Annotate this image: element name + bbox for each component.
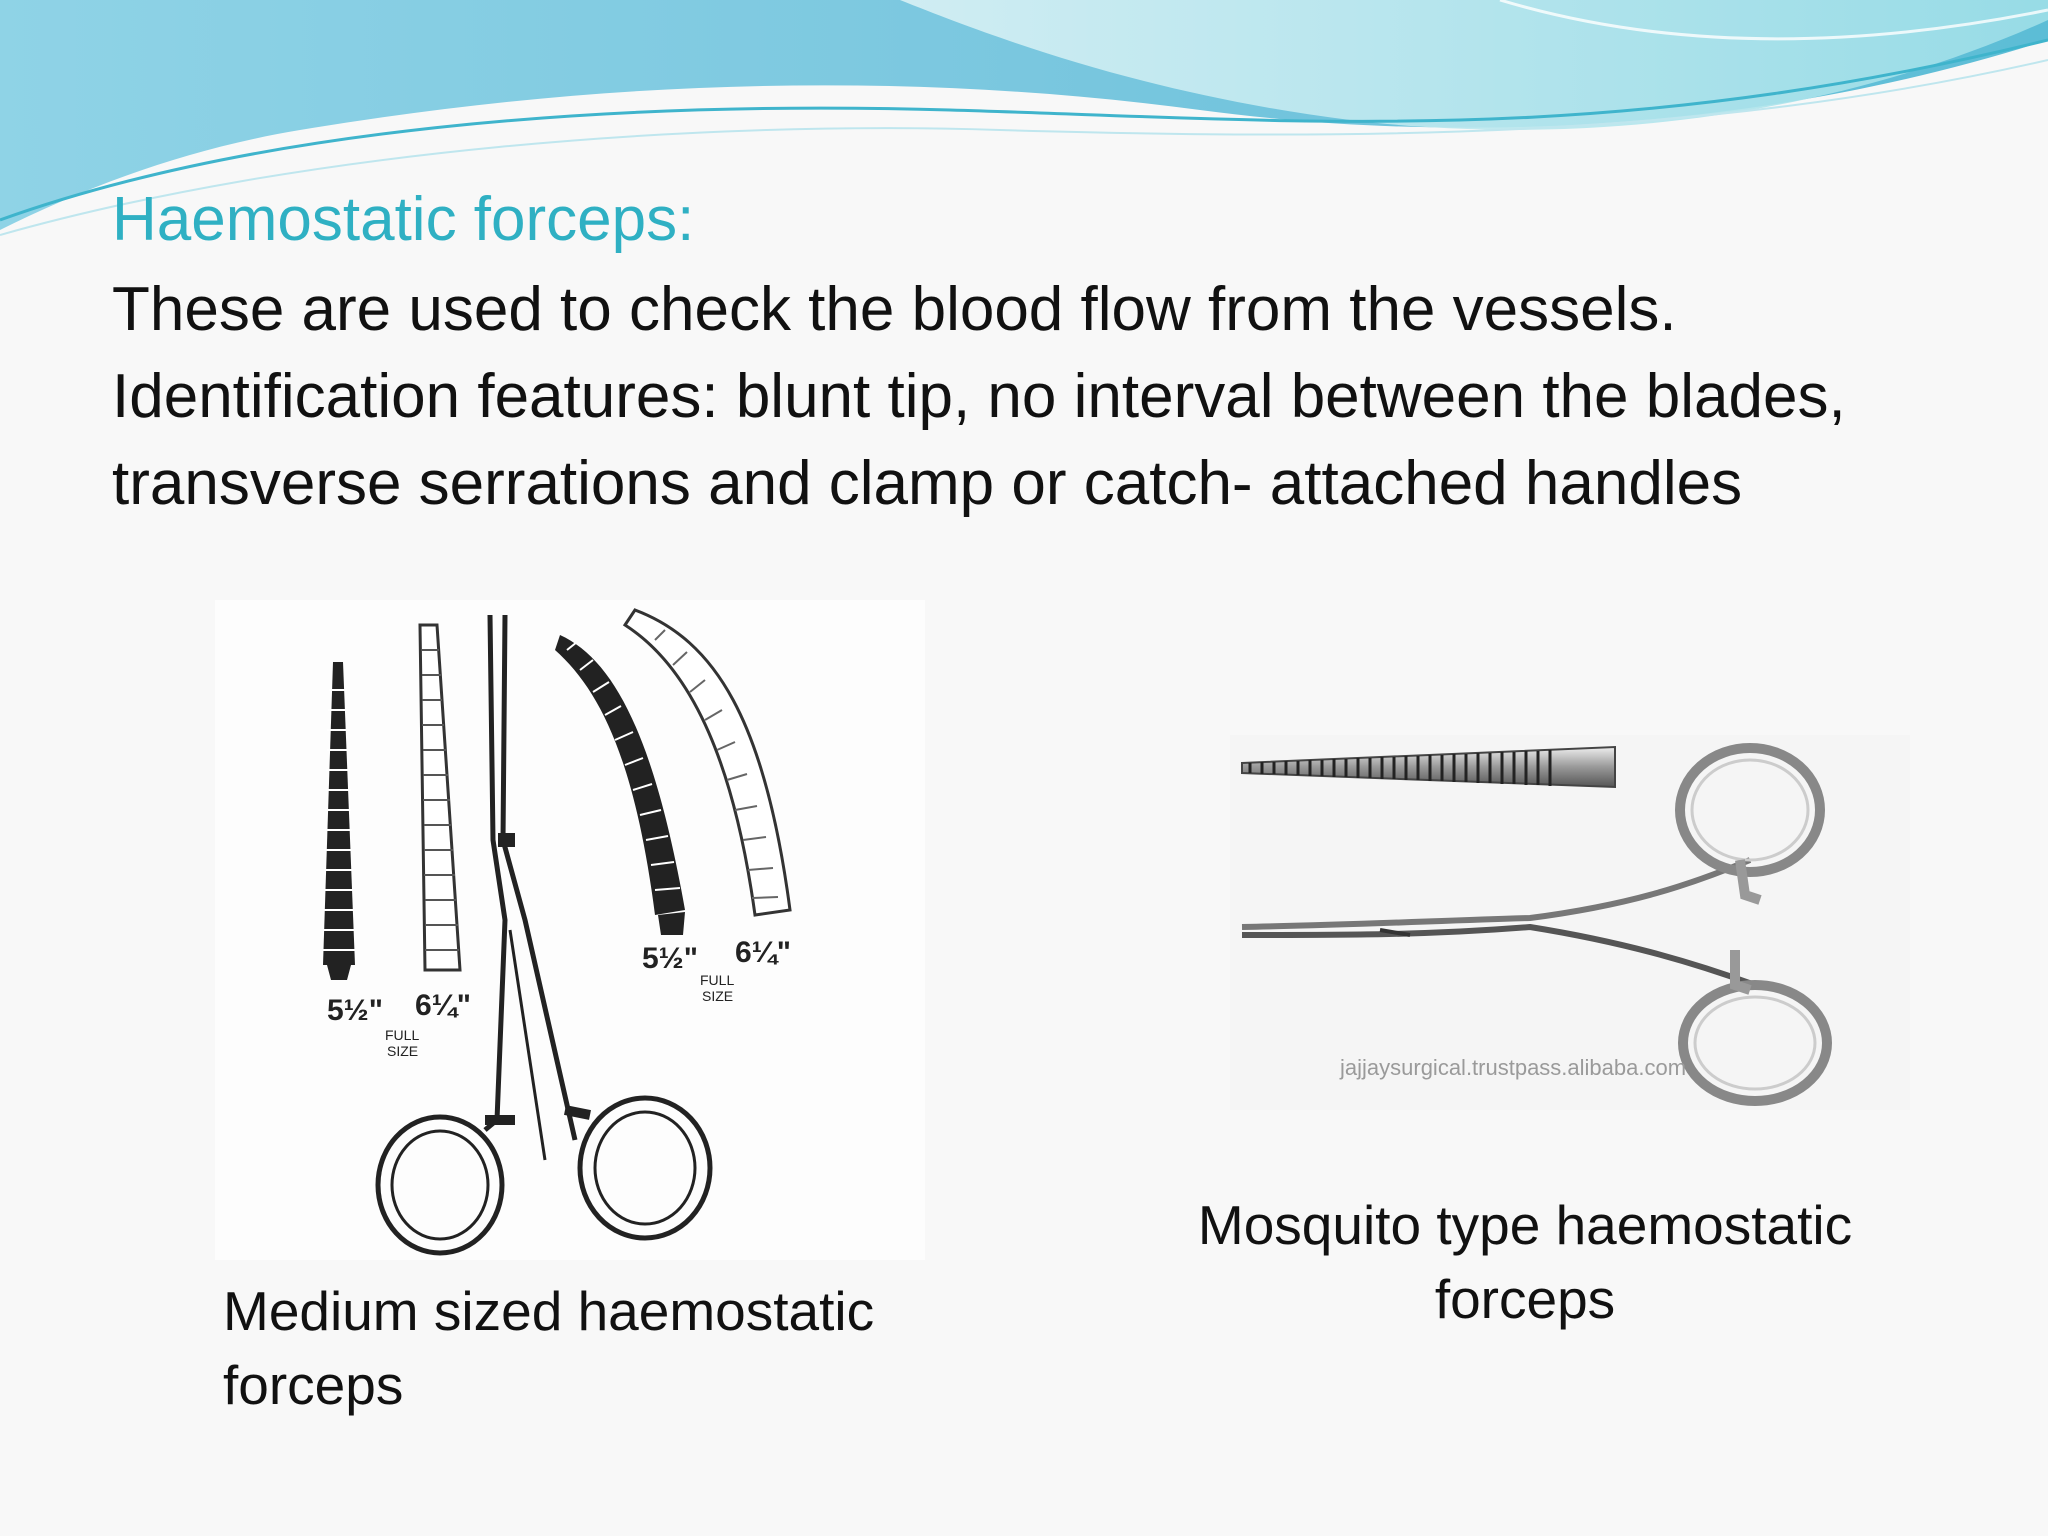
size-label-straight-small: 5½" <box>327 994 383 1027</box>
full-label-curved: FULL <box>700 972 735 988</box>
caption-mosquito-forceps: Mosquito type haemostatic forceps <box>1197 1194 1853 1330</box>
medium-forceps-drawing <box>215 600 925 1260</box>
size-label-straight-full: 6¼" <box>415 989 471 1022</box>
straight-jaw-light <box>420 625 460 970</box>
slide-title: Haemostatic forceps: <box>112 185 695 254</box>
size-label-curved-full: 6¼" <box>735 936 791 969</box>
mosquito-forceps-body <box>1242 748 1827 1101</box>
size-word-straight: SIZE <box>387 1043 419 1059</box>
size-word-curved: SIZE <box>702 988 734 1004</box>
curved-jaw-dark <box>555 635 685 935</box>
size-label-curved-small: 5½" <box>642 942 698 975</box>
body-line-purpose: These are used to check the blood flow from the vessels. <box>112 275 1677 344</box>
body-line-features: Identification features: blunt tip, no interval between the blades, transverse serrations and clamp or catch- attached handles <box>112 362 1846 518</box>
medium-forceps-image <box>215 600 925 1260</box>
slide-body <box>112 266 1952 527</box>
mosquito-forceps-drawing <box>1230 735 1910 1110</box>
serrated-jaw-detail <box>1242 747 1615 787</box>
full-label-straight: FULL <box>385 1027 420 1043</box>
caption-medium-forceps: Medium sized haemostatic forceps <box>223 1280 875 1416</box>
watermark-text: jajjaysurgical.trustpass.alibaba.com <box>1340 1055 1687 1080</box>
mosquito-forceps-image <box>1230 735 1910 1110</box>
straight-jaw-dark <box>323 662 355 980</box>
